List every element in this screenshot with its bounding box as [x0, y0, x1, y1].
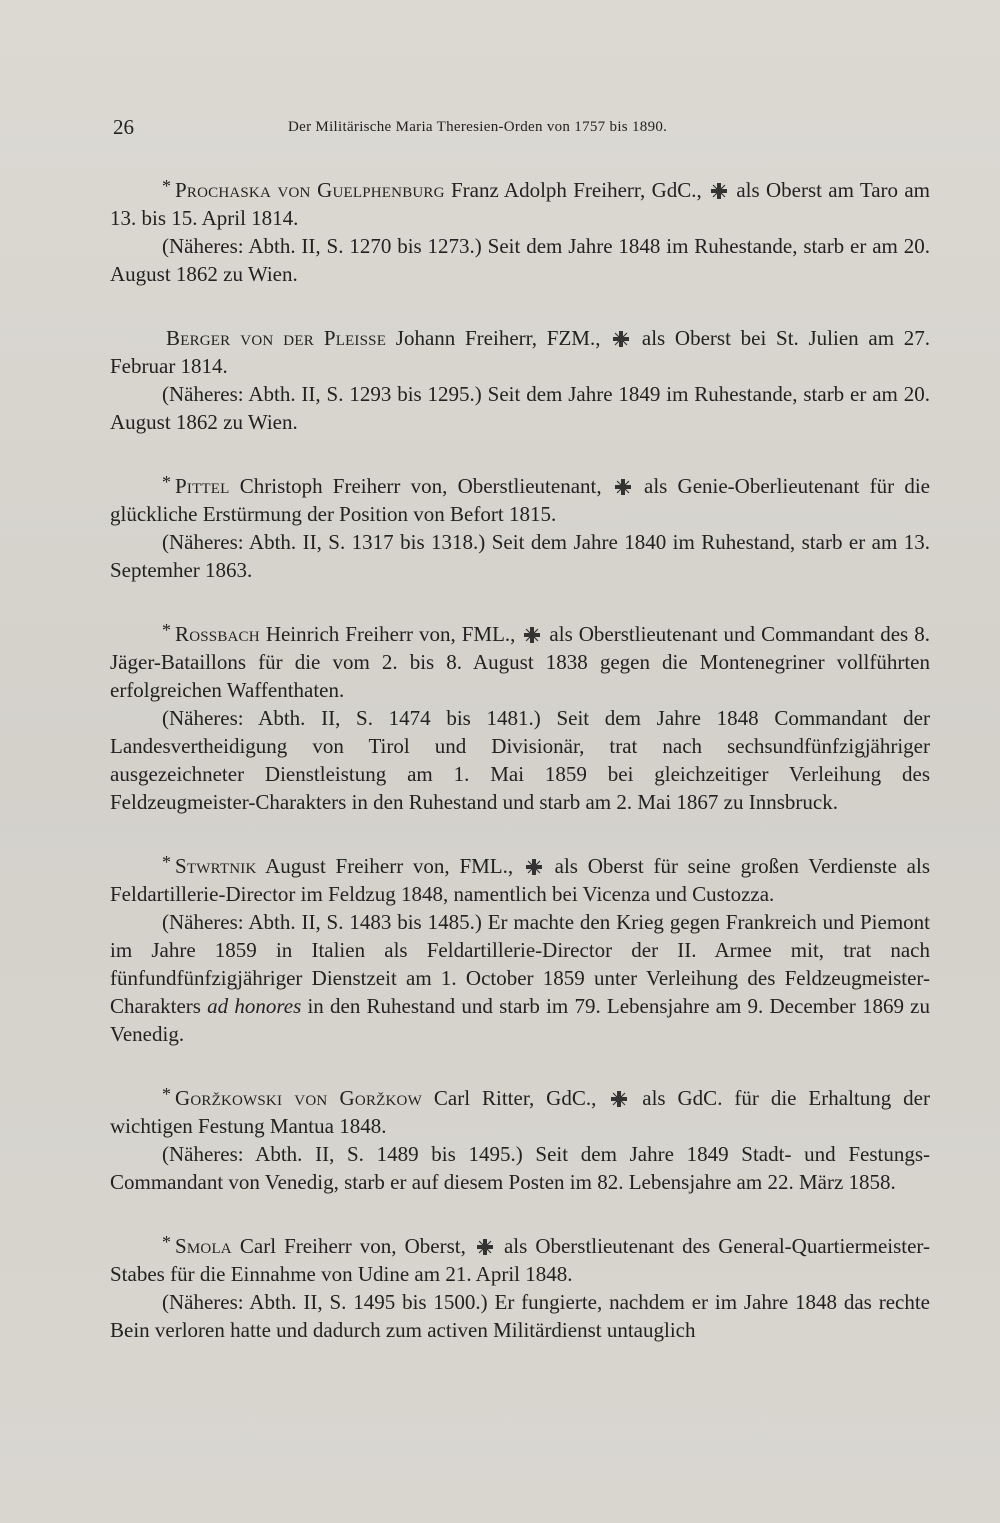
entry-detail: (Näheres: Abth. II, S. 1489 bis 1495.) Seit dem Jahre 1849 Stadt- und Festungs-Commandant von Venedig, starb er auf diesem Posten im 82. Lebensjahre am 22. März 1858.: [110, 1142, 930, 1194]
entry-citation: als GdC. für die Erhaltung der wichtigen Festung Mantua 1848.: [110, 1086, 930, 1138]
entry-name: Berger von der Pleisse: [166, 326, 387, 350]
entry-heading: [110, 320, 930, 380]
entry-citation: als Oberst bei St. Julien am 27. Februar 1814.: [110, 326, 930, 378]
entry-citation: als Oberstlieutenant des General-Quartiermeister-Stabes für die Einnahme von Udine am 21. April 1848.: [110, 1234, 930, 1286]
entry-rank: Johann Freiherr, FZM.,: [386, 326, 611, 350]
entry-rank: Carl Freiherr von, Oberst,: [231, 1234, 474, 1258]
entry-rank: Franz Adolph Freiherr, GdC.,: [444, 178, 709, 202]
entry-detail: (Näheres: Abth. II, S. 1293 bis 1295.) Seit dem Jahre 1849 im Ruhestande, starb er am 20. August 1862 zu Wien.: [110, 382, 930, 434]
cross-icon: [526, 859, 542, 875]
entry-detail-italic: ad honores: [200, 994, 302, 1018]
cross-icon: [477, 1239, 493, 1255]
entry-smola: [110, 1228, 930, 1344]
asterisk-marker: *: [162, 1232, 171, 1252]
entry-citation: als Genie-Oberlieutenant für die glückliche Erstürmung der Position von Befort 1815.: [110, 474, 931, 526]
entry-name: Stwrtnik: [175, 854, 257, 878]
page-number: 26: [113, 115, 134, 139]
entry-heading: [110, 172, 930, 232]
running-title: Der Militärische Maria Theresien-Orden von 1757 bis 1890.: [288, 119, 668, 135]
entry-detail: (Näheres: Abth. II, S. 1495 bis 1500.) Er fungierte, nachdem er im Jahre 1848 das rechte Bein verloren hatte und dadurch zum activen Militärdienst untauglich: [110, 1290, 930, 1342]
entry-rank: Heinrich Freiherr von, FML.,: [259, 622, 522, 646]
asterisk-marker: *: [162, 472, 171, 492]
entry-name: Rossbach: [175, 622, 260, 646]
entry-citation: als Oberst für seine großen Verdienste als Feldartillerie-Director im Feldzug 1848, namentlich bei Vicenza und Custozza.: [110, 854, 930, 906]
page-body: [110, 172, 930, 1376]
entry-detail-end: in den Ruhestand und starb im 79. Lebensjahre am 9. December 1869 zu Venedig.: [110, 994, 931, 1046]
asterisk-marker: *: [162, 620, 171, 640]
entry-heading: [110, 468, 930, 528]
entry-gorzkowski: [110, 1080, 930, 1196]
entry-name: Goržkowski von Goržkow: [175, 1086, 422, 1110]
cross-icon: [613, 331, 629, 347]
entry-citation: als Oberstlieutenant und Commandant des 8. Jäger-Bataillons für die vom 2. bis 8. August 1838 gegen die Montenegriner vollführten erfolgreichen Waffenthaten.: [110, 622, 930, 702]
entry-detail: (Näheres: Abth. II, S. 1474 bis 1481.) Seit dem Jahre 1848 Commandant der Landesvertheidigung von Tirol und Divisionär, trat nach sechsundfünfzigjähriger ausgezeichneter Dienstleistung am 1. Mai 1859 bei gleichzeitiger Verleihung des Feldzeugmeister-Charakters in den Ruhestand und starb am 2. Mai 1867 zu Innsbruck.: [110, 706, 930, 814]
cross-icon: [524, 627, 540, 643]
entry-heading: [110, 1080, 930, 1140]
entry-detail: (Näheres: Abth. II, S. 1270 bis 1273.) Seit dem Jahre 1848 im Ruhestande, starb er am 20. August 1862 zu Wien.: [110, 234, 930, 286]
entry-rossbach: [110, 616, 930, 816]
entry-name: Pittel: [175, 474, 230, 498]
entry-citation: als Oberst am Taro am 13. bis 15. April 1814.: [110, 178, 930, 230]
asterisk-marker: *: [162, 176, 171, 196]
entry-heading: [110, 1228, 930, 1288]
entry-rank: August Freiherr von, FML.,: [256, 854, 523, 878]
entry-rank: Christoph Freiherr von, Oberstlieutenant,: [229, 474, 612, 498]
cross-icon: [711, 183, 727, 199]
entry-prochaska: [110, 172, 930, 288]
entry-detail-text: (Näheres: Abth. II, S. 1483 bis 1485.) Er machte den Krieg gegen Frankreich und Piemont im Jahre 1859 in Italien als Feldartillerie-Director der II. Armee mit, trat nach fünfundfünfzigjähriger Dienstzeit am 1. October 1859 unter Verleihung des Feldzeugmeister-Charakters: [110, 910, 930, 1018]
entry-rank: Carl Ritter, GdC.,: [421, 1086, 609, 1110]
cross-icon: [611, 1091, 627, 1107]
asterisk-marker: *: [162, 852, 171, 872]
entry-detail: (Näheres: Abth. II, S. 1317 bis 1318.) Seit dem Jahre 1840 im Ruhestand, starb er am 13. Septemher 1863.: [110, 530, 930, 582]
entry-stwrtnik: [110, 848, 930, 1048]
entry-heading: [110, 848, 930, 908]
entry-name: Smola: [175, 1234, 232, 1258]
entry-name: Prochaska von Guelphenburg: [175, 178, 445, 202]
entry-pittel: [110, 468, 930, 584]
page-header: [113, 115, 933, 145]
asterisk-marker: *: [162, 1084, 171, 1104]
entry-detail: [110, 908, 930, 1048]
entry-berger: [110, 320, 930, 436]
entry-heading: [110, 616, 930, 704]
cross-icon: [615, 479, 631, 495]
